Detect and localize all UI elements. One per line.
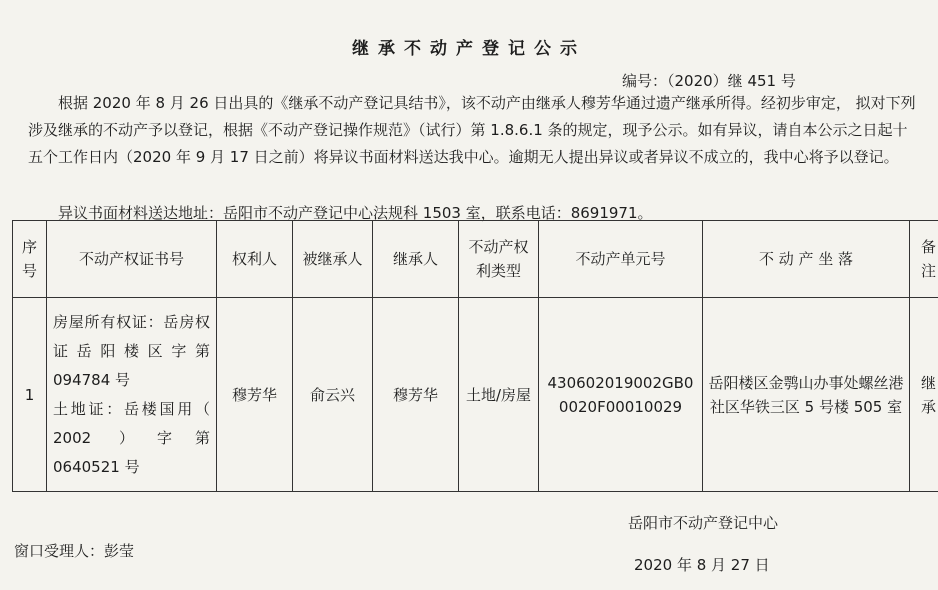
- cell-cert-no: [47, 298, 217, 492]
- table-row: [13, 298, 938, 492]
- header-unit-no: 不动产单元号: [539, 221, 703, 298]
- cell-owner: 穆芳华: [217, 298, 293, 492]
- cell-heir: 穆芳华: [373, 298, 459, 492]
- header-owner: 权利人: [217, 221, 293, 298]
- property-table: [12, 220, 938, 492]
- header-cert-no: 不动产权证书号: [47, 221, 217, 298]
- cell-remark: 继承: [910, 298, 938, 492]
- document-number: 编号：（2020）继 451 号: [622, 72, 796, 90]
- cell-unit-no: 430602019002GB00020F00010029: [539, 298, 703, 492]
- table-header-row: [13, 221, 938, 298]
- header-seq: 序号: [13, 221, 47, 298]
- cell-decedent: 俞云兴: [293, 298, 373, 492]
- objection-address-paragraph: 异议书面材料送达地址：岳阳市不动产登记中心法规科 1503 室，联系电话：8691971。: [58, 204, 653, 222]
- window-agent: 窗口受理人：彭莹: [14, 542, 135, 560]
- header-location: 不 动 产 坐 落: [703, 221, 910, 298]
- issuing-organization: 岳阳市不动产登记中心: [628, 514, 779, 532]
- notice-title: 继承不动产登记公示: [352, 39, 586, 59]
- cert-land: 土地证：岳楼国用（ 2002 ）字第 0640521 号: [53, 399, 210, 476]
- notice-body-paragraph: 根据 2020 年 8 月 26 日出具的《继承不动产登记具结书》，该不动产由继承人穆芳华通过遗产继承所得。经初步审定， 拟对下列涉及继承的不动产予以登记，根据《不动产登记操作规范》（试行）第 1.8.6.1 条的规定，现予公示。如有异议，请自本公示之日起十五个工作日内（2020 年 9 月 17 日之前）将异议书面材料送达我中心。逾期无人提出异议或者异议不成立的，我中心将予以登记。: [28, 94, 916, 166]
- issue-date: 2020 年 8 月 27 日: [634, 556, 770, 574]
- cell-location: 岳阳楼区金鹗山办事处螺丝港社区华铁三区 5 号楼 505 室: [703, 298, 910, 492]
- cert-house: 房屋所有权证：岳房权证岳阳楼区字第 094784 号: [53, 312, 210, 389]
- header-heir: 继承人: [373, 221, 459, 298]
- cell-right-type: 土地/房屋: [459, 298, 539, 492]
- cell-seq: 1: [13, 298, 47, 492]
- header-decedent: 被继承人: [293, 221, 373, 298]
- header-right-type: 不动产权利类型: [459, 221, 539, 298]
- header-remark: 备注: [910, 221, 938, 298]
